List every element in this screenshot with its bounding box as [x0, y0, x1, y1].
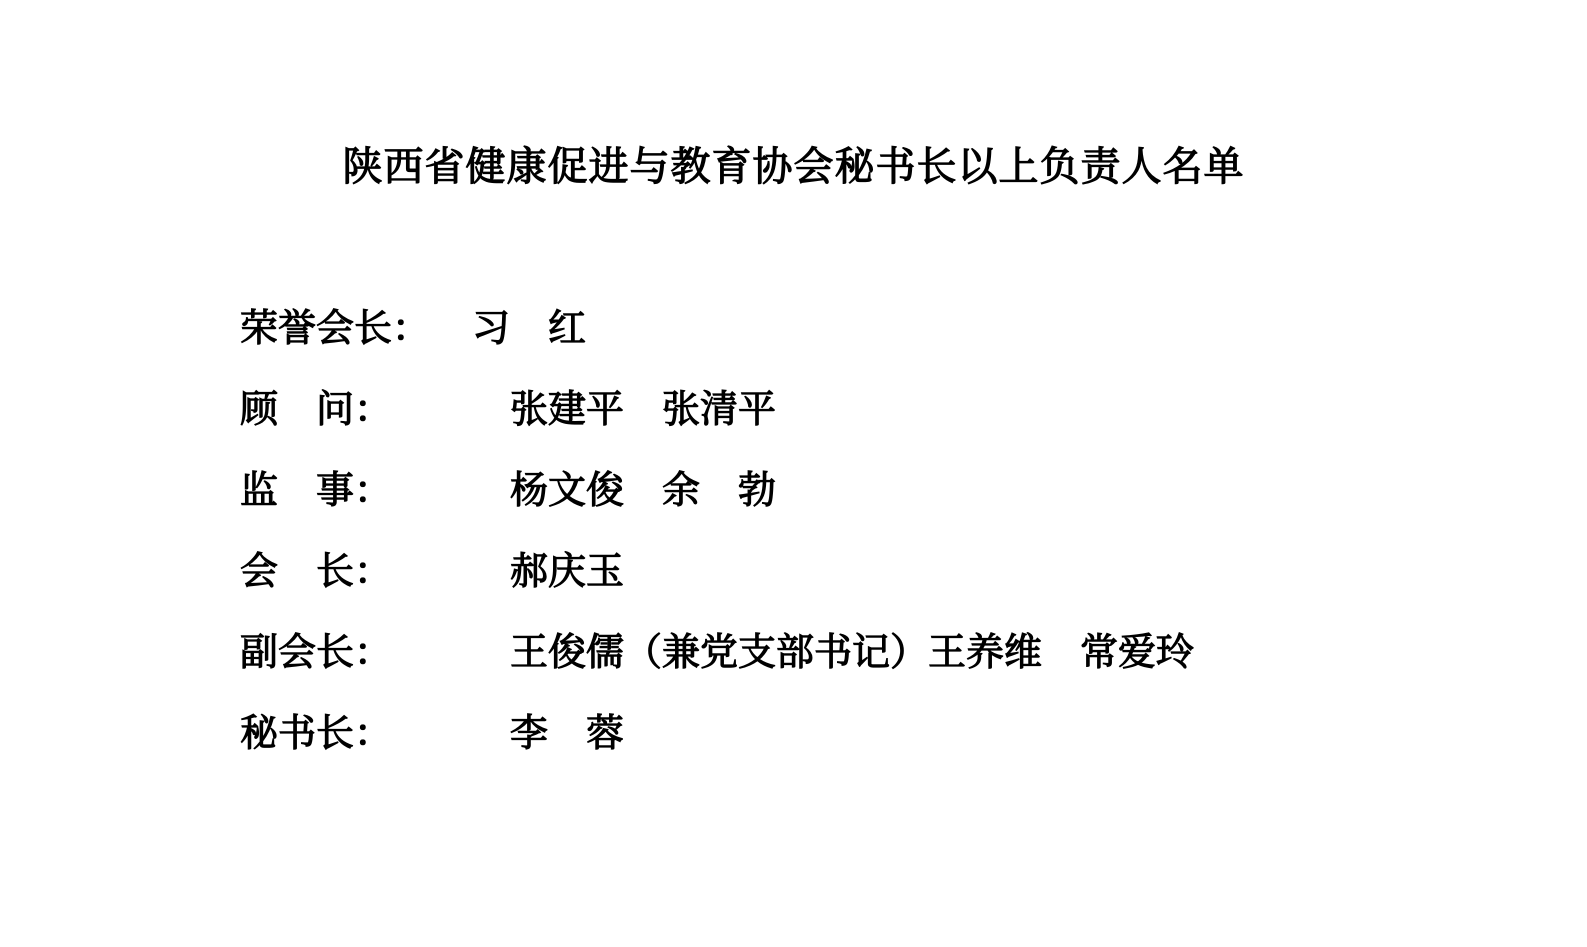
- role-names: 李 蓉: [472, 711, 625, 755]
- roster-row: [240, 389, 1480, 470]
- role-names: 郝庆玉: [472, 549, 625, 593]
- role-label: 顾 问：: [240, 387, 393, 431]
- roster-row: [240, 470, 1480, 551]
- role-names: 王俊儒（兼党支部书记）王养维 常爱玲: [472, 630, 1195, 674]
- role-label: 秘书长：: [240, 711, 393, 755]
- role-names: 习 红: [472, 306, 587, 350]
- role-names: 杨文俊 余 勃: [472, 468, 777, 512]
- roster-row: [240, 713, 1480, 794]
- roster-row: [240, 632, 1480, 713]
- roster-list: [240, 308, 1480, 794]
- role-names: 张建平 张清平: [472, 387, 777, 431]
- role-label: 荣誉会长：: [240, 306, 431, 350]
- role-label: 副会长：: [240, 630, 393, 674]
- role-label: 会 长：: [240, 549, 393, 593]
- roster-row: [240, 308, 1480, 389]
- role-label: 监 事：: [240, 468, 393, 512]
- roster-row: [240, 551, 1480, 632]
- page-title: 陕西省健康促进与教育协会秘书长以上负责人名单: [342, 144, 1245, 190]
